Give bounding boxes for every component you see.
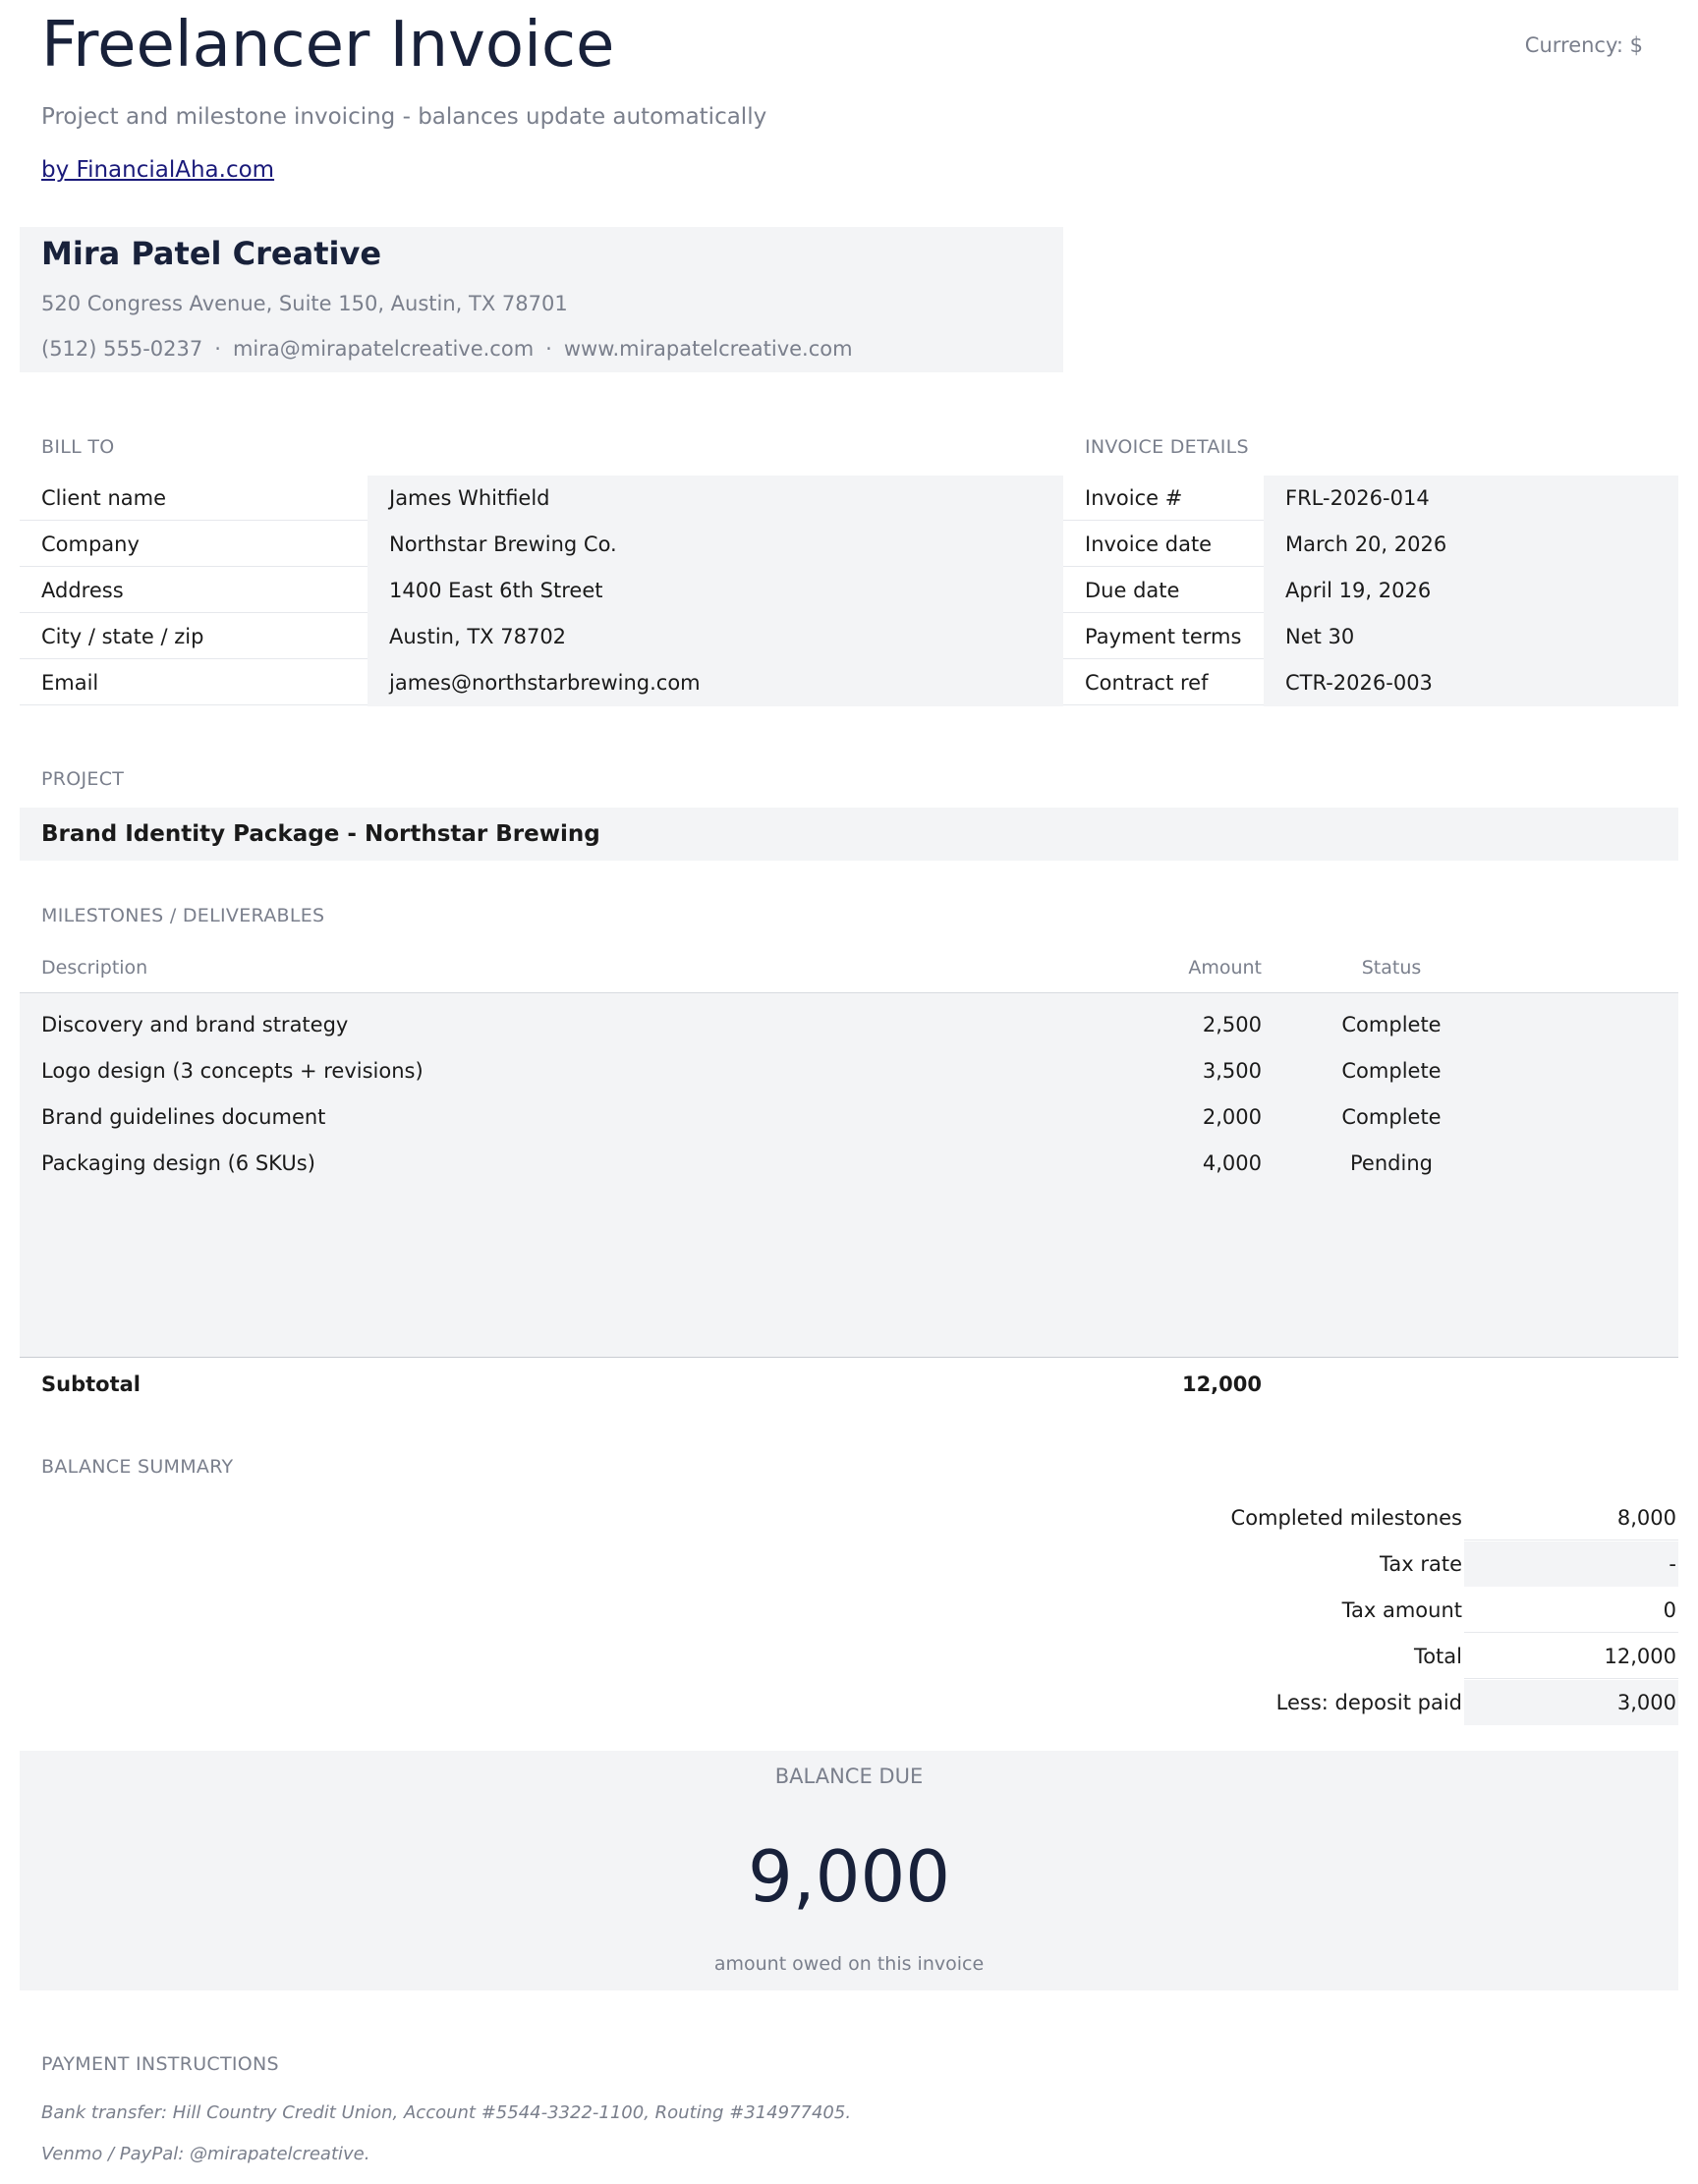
page-title: Freelancer Invoice	[41, 9, 615, 82]
payment-instruction-line: Bank transfer: Hill Country Credit Union, Account #5544-3322-1100, Routing #314977405.	[41, 2102, 852, 2123]
city-state-zip-field[interactable]: Austin, TX 78702	[368, 614, 1063, 660]
invoice-number-field[interactable]: FRL-2026-014	[1264, 476, 1678, 522]
invoice-details-row	[1063, 660, 1678, 706]
project-label: PROJECT	[41, 768, 125, 790]
separator-dot: ·	[214, 337, 221, 361]
table-row	[20, 1141, 1678, 1187]
contract-ref-field[interactable]: CTR-2026-003	[1264, 660, 1678, 706]
invoice-details-row	[1063, 476, 1678, 522]
invoice-details-key: Payment terms	[1063, 614, 1264, 659]
seller-contact	[41, 337, 853, 361]
table-row	[20, 1002, 1678, 1048]
column-header-status: Status	[1361, 957, 1422, 979]
invoice-date-field[interactable]: March 20, 2026	[1264, 522, 1678, 568]
balance-due-amount: 9,000	[747, 1835, 951, 1918]
currency-indicator: Currency: $	[1524, 33, 1643, 57]
seller-address: 520 Congress Avenue, Suite 150, Austin, TX 78701	[41, 292, 568, 315]
bill-to-key: Company	[20, 522, 368, 567]
bill-to-row	[20, 568, 1063, 614]
subtotal-value: 12,000	[1181, 1372, 1262, 1396]
milestone-description[interactable]: Logo design (3 concepts + revisions)	[41, 1059, 424, 1083]
deposit-paid-field[interactable]: 3,000	[1464, 1680, 1678, 1725]
milestone-description[interactable]: Discovery and brand strategy	[41, 1013, 349, 1036]
seller-block	[20, 227, 1063, 372]
balance-due-label: BALANCE DUE	[774, 1764, 924, 1788]
table-row	[20, 1094, 1678, 1141]
payment-terms-field[interactable]: Net 30	[1264, 614, 1678, 660]
invoice-details-key: Due date	[1063, 568, 1264, 613]
invoice-details-label: INVOICE DETAILS	[1085, 436, 1249, 458]
milestones-table	[20, 992, 1678, 1358]
invoice-details-row	[1063, 522, 1678, 568]
seller-name: Mira Patel Creative	[41, 235, 382, 272]
summary-key: Less: deposit paid	[1275, 1691, 1462, 1714]
milestone-amount[interactable]: 4,000	[1202, 1151, 1262, 1175]
project-name-field[interactable]: Brand Identity Package - Northstar Brewing	[41, 821, 600, 847]
invoice-details-row	[1063, 568, 1678, 614]
bill-to-row	[20, 660, 1063, 706]
summary-row	[1081, 1541, 1678, 1588]
address-field[interactable]: 1400 East 6th Street	[368, 568, 1063, 614]
column-header-description: Description	[41, 957, 148, 979]
summary-key: Tax amount	[1341, 1598, 1462, 1622]
summary-row	[1081, 1495, 1678, 1541]
seller-phone: (512) 555-0237	[41, 337, 203, 361]
payment-instruction-line: Venmo / PayPal: @mirapatelcreative.	[41, 2144, 370, 2164]
invoice-details-key: Contract ref	[1063, 660, 1264, 705]
milestone-description[interactable]: Brand guidelines document	[41, 1105, 326, 1129]
milestones-label: MILESTONES / DELIVERABLES	[41, 905, 325, 926]
bill-to-label: BILL TO	[41, 436, 115, 458]
due-date-field[interactable]: April 19, 2026	[1264, 568, 1678, 614]
balance-summary-label: BALANCE SUMMARY	[41, 1456, 234, 1478]
milestone-status[interactable]: Complete	[1341, 1105, 1442, 1129]
balance-due-note: amount owed on this invoice	[713, 1953, 985, 1975]
summary-value: 8,000	[1464, 1495, 1678, 1540]
invoice-details-row	[1063, 614, 1678, 660]
company-field[interactable]: Northstar Brewing Co.	[368, 522, 1063, 568]
summary-key: Completed milestones	[1230, 1506, 1462, 1530]
invoice-details-key: Invoice date	[1063, 522, 1264, 567]
summary-row	[1081, 1634, 1678, 1680]
bill-to-row	[20, 614, 1063, 660]
bill-to-row	[20, 522, 1063, 568]
milestone-status[interactable]: Complete	[1341, 1059, 1442, 1083]
summary-value: 0	[1464, 1588, 1678, 1633]
balance-due-panel	[20, 1751, 1678, 1990]
milestone-status[interactable]: Complete	[1341, 1013, 1442, 1036]
seller-website: www.mirapatelcreative.com	[563, 337, 853, 361]
bill-to-key: City / state / zip	[20, 614, 368, 659]
summary-key: Total	[1413, 1645, 1462, 1668]
invoice-details-key: Invoice #	[1063, 476, 1264, 521]
table-row	[20, 1048, 1678, 1094]
milestone-amount[interactable]: 2,500	[1202, 1013, 1262, 1036]
financialaha-link[interactable]: by FinancialAha.com	[41, 157, 275, 183]
summary-row	[1081, 1680, 1678, 1726]
tax-rate-field[interactable]: -	[1464, 1541, 1678, 1587]
summary-value: 12,000	[1464, 1634, 1678, 1679]
bill-to-key: Client name	[20, 476, 368, 521]
email-field[interactable]: james@northstarbrewing.com	[368, 660, 1063, 706]
bill-to-key: Email	[20, 660, 368, 705]
client-name-field[interactable]: James Whitfield	[368, 476, 1063, 522]
bill-to-row	[20, 476, 1063, 522]
seller-email: mira@mirapatelcreative.com	[232, 337, 535, 361]
separator-dot: ·	[545, 337, 552, 361]
milestone-amount[interactable]: 2,000	[1202, 1105, 1262, 1129]
milestone-description[interactable]: Packaging design (6 SKUs)	[41, 1151, 315, 1175]
bill-to-key: Address	[20, 568, 368, 613]
milestone-status[interactable]: Pending	[1350, 1151, 1433, 1175]
milestone-amount[interactable]: 3,500	[1202, 1059, 1262, 1083]
column-header-amount: Amount	[1188, 957, 1262, 979]
subtotal-label: Subtotal	[41, 1372, 141, 1396]
summary-row	[1081, 1588, 1678, 1634]
payment-instructions-label: PAYMENT INSTRUCTIONS	[41, 2053, 279, 2075]
page-subtitle: Project and milestone invoicing - balances update automatically	[41, 104, 767, 130]
summary-key: Tax rate	[1380, 1552, 1462, 1576]
project-bar	[20, 808, 1678, 861]
